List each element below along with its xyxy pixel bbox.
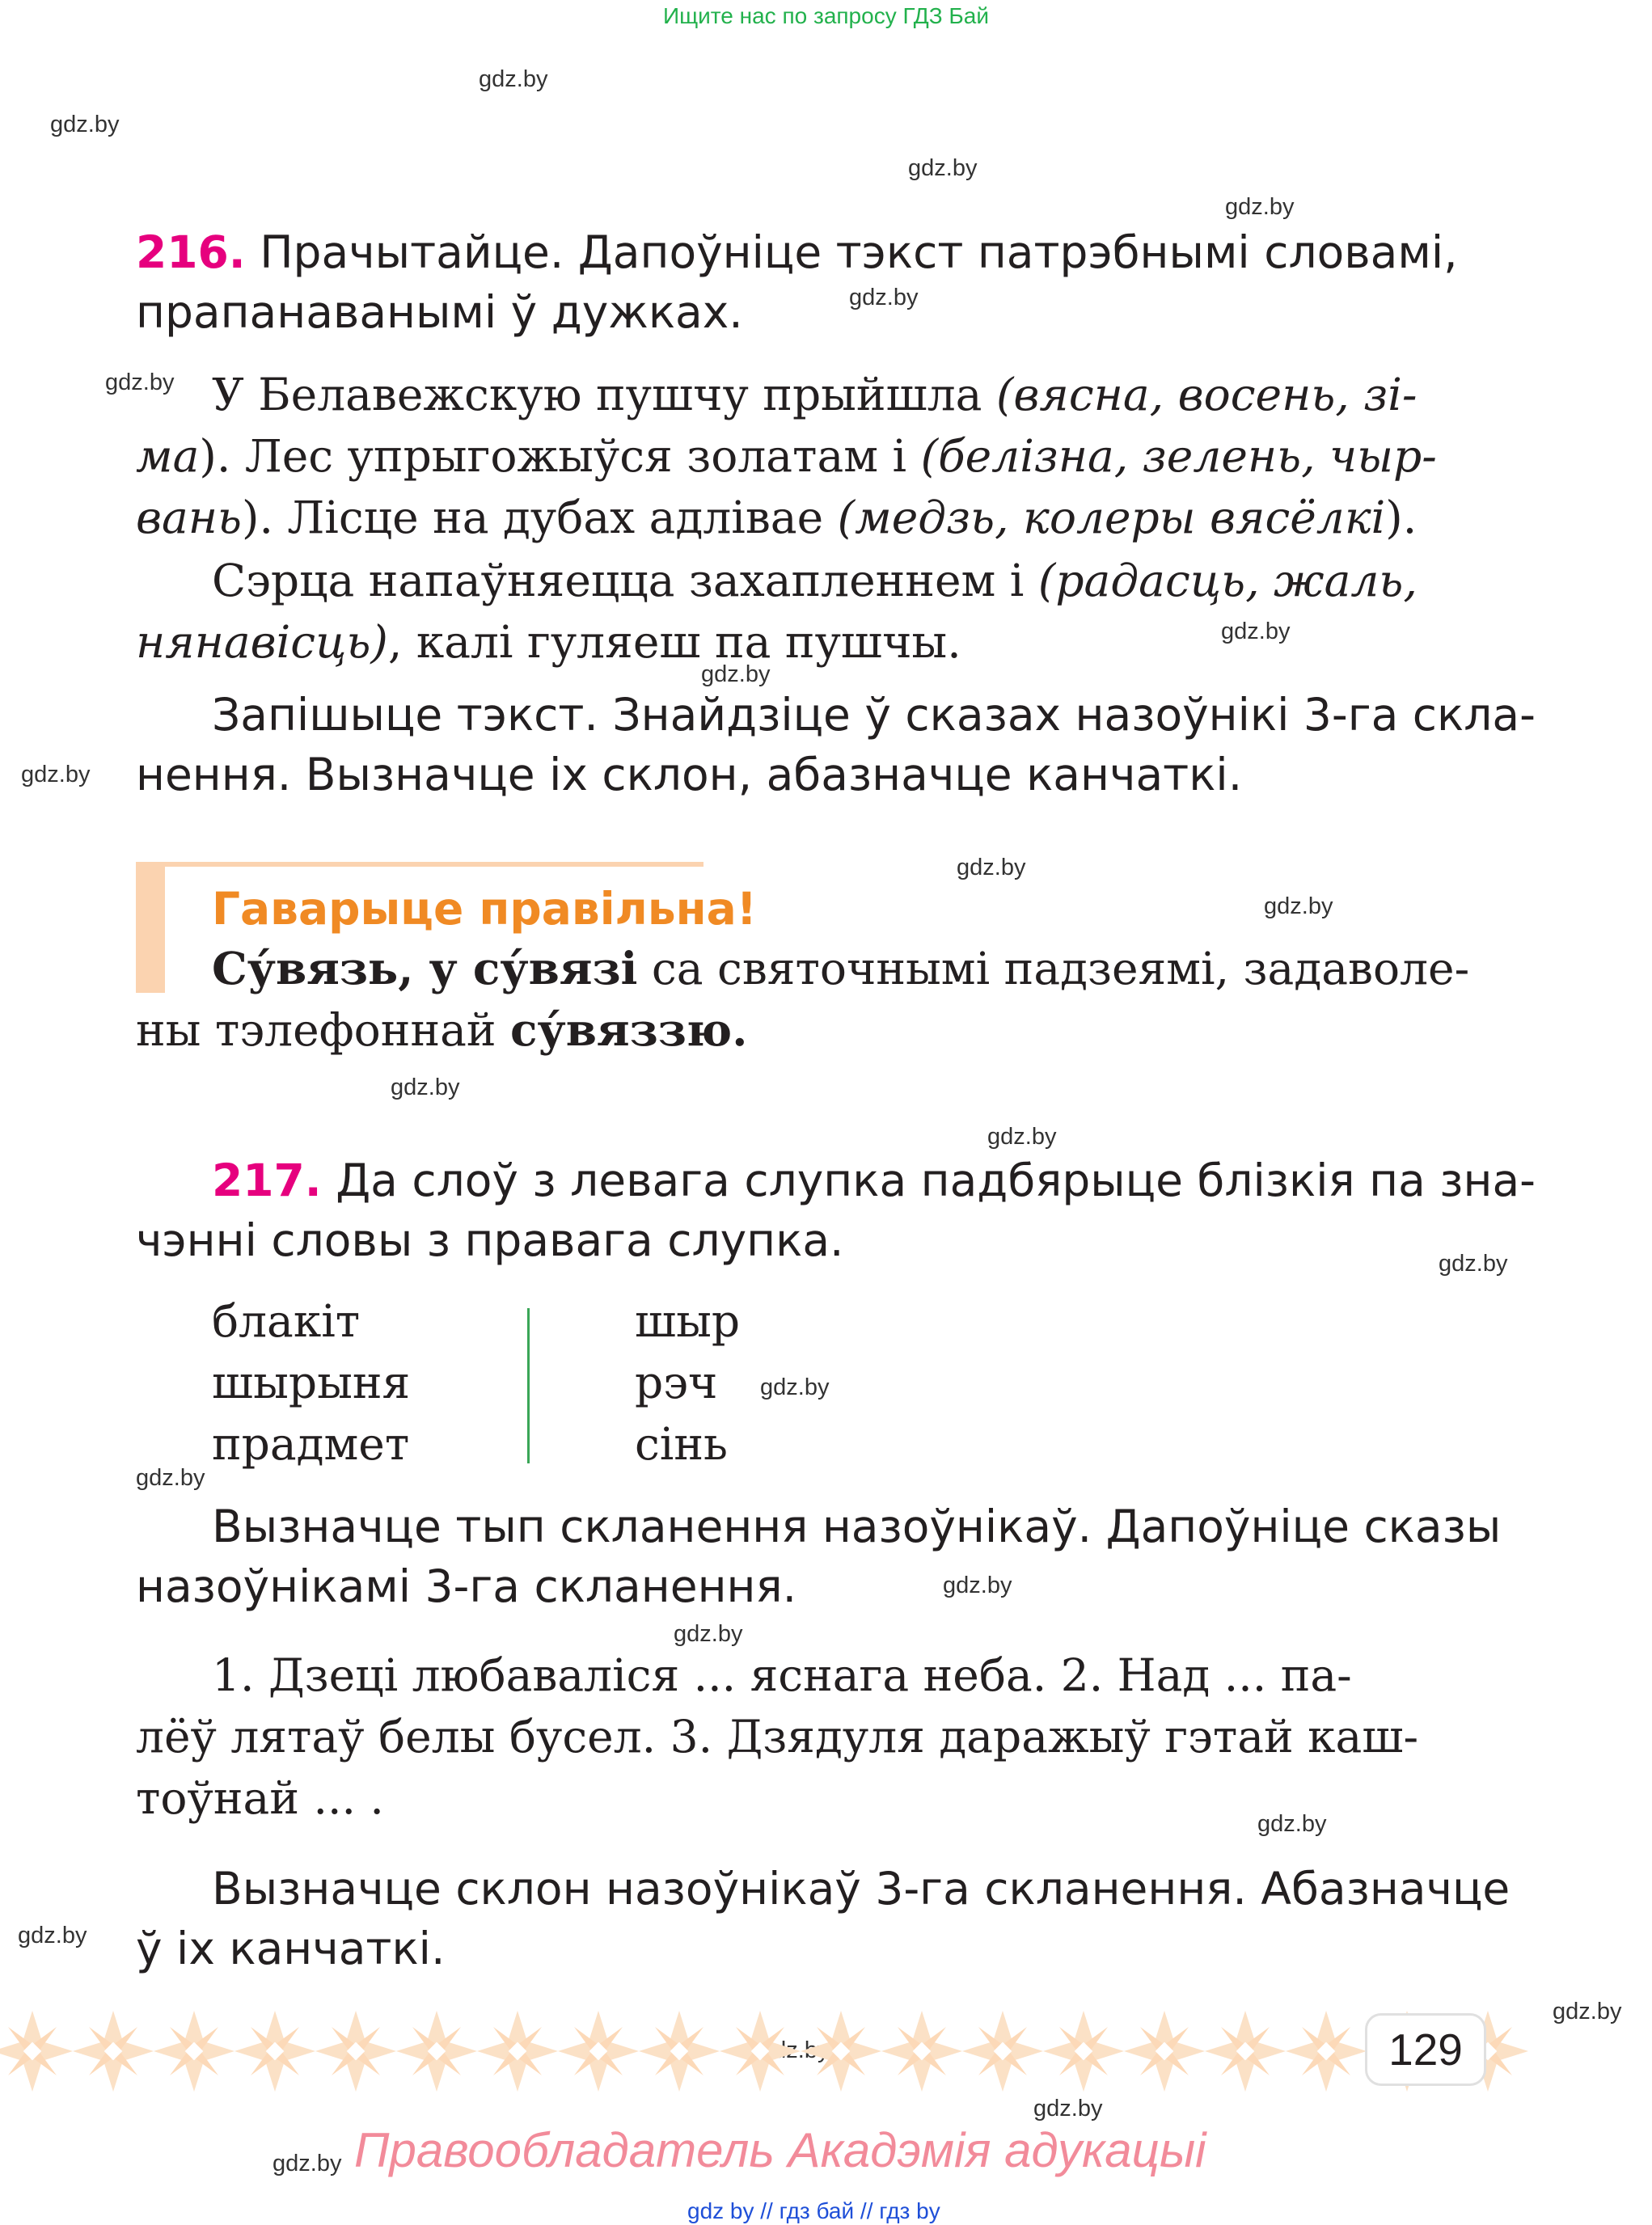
choice-words: вань bbox=[136, 492, 242, 543]
choice-words: ма bbox=[136, 430, 200, 482]
task-text: нення. Вызначце іх склон, абазначце канчаткі. bbox=[136, 749, 1243, 800]
text-fragment: , калі гуляеш па пушчы. bbox=[387, 616, 961, 668]
exercise-number: 217. bbox=[212, 1155, 322, 1206]
column-divider bbox=[527, 1308, 530, 1463]
rule-side-bar bbox=[136, 862, 165, 993]
exercise-217-task-line2 bbox=[136, 1211, 1470, 1269]
rights-holder: Правообладатель Акадэмія адукацыі bbox=[354, 2123, 1206, 2177]
task-text: чэнні словы з правага слупка. bbox=[136, 1214, 844, 1266]
bottom-links-text[interactable]: gdz by // гдз бай // гдз by bbox=[687, 2198, 940, 2223]
exercise-217-task3 bbox=[212, 1860, 1510, 1918]
exercise-number: 216. bbox=[136, 226, 246, 278]
watermark: gdz.by bbox=[849, 285, 919, 310]
sentence-line: лёў лятаў белы бусел. 3. Дзядуля даражыў гэтай каш- bbox=[136, 1711, 1419, 1763]
watermark: gdz.by bbox=[701, 661, 771, 687]
rule-top-line bbox=[136, 862, 703, 867]
left-word: прадмет bbox=[212, 1418, 410, 1470]
exercise-216-task-line2 bbox=[136, 283, 1470, 341]
watermark: gdz.by bbox=[18, 1923, 87, 1948]
watermark: gdz.by bbox=[987, 1124, 1057, 1150]
watermark: gdz.by bbox=[1221, 619, 1291, 644]
page-number: 129 bbox=[1365, 2013, 1486, 2086]
exercise-216-task2 bbox=[212, 686, 1536, 744]
watermark: gdz.by bbox=[391, 1075, 460, 1100]
watermark: gdz.by bbox=[760, 1374, 830, 1400]
watermark: gdz.by bbox=[273, 2151, 342, 2176]
text-fragment: ). Лес упрыгожыўся золатам і bbox=[199, 430, 921, 482]
watermark: gdz.by bbox=[957, 855, 1026, 880]
watermark: gdz.by bbox=[1033, 2096, 1103, 2122]
right-word: рэч bbox=[635, 1357, 718, 1408]
watermark: gdz.by bbox=[908, 155, 978, 181]
sentence-line: 1. Дзеці любаваліся ... яснага неба. 2. Над ... па- bbox=[212, 1649, 1352, 1701]
bottom-links[interactable] bbox=[687, 2199, 940, 2223]
watermark: gdz.by bbox=[1257, 1811, 1327, 1837]
exercise-216-task bbox=[136, 223, 1470, 281]
left-word: блакіт bbox=[212, 1295, 361, 1347]
choice-words: (медзь, колеры вясёлкі bbox=[837, 492, 1386, 543]
watermark: gdz.by bbox=[50, 112, 120, 137]
rule-text bbox=[212, 938, 1470, 999]
exercise-216-task2-line2 bbox=[136, 745, 1470, 804]
exercise-217-task3-line2 bbox=[136, 1919, 1470, 1978]
watermark: gdz.by bbox=[1264, 893, 1333, 919]
rule-fragment: ны тэлефоннай bbox=[136, 1004, 511, 1056]
sentence-line: тоўнай ... . bbox=[136, 1772, 384, 1824]
task-text: назоўнікамі 3-га скланення. bbox=[136, 1560, 797, 1612]
task-text: Вызначце тып скланення назоўнікаў. Дапоўніце сказы bbox=[212, 1501, 1502, 1552]
watermark: gdz.by bbox=[1439, 1251, 1508, 1277]
watermark: gdz.by bbox=[1553, 1999, 1622, 2024]
ornament-band bbox=[0, 2007, 1528, 2096]
task-text: Да слоў з левага слупка падбярыце блізкія па зна- bbox=[336, 1155, 1536, 1206]
exercise-216-text bbox=[212, 364, 1470, 425]
task-text: Вызначце склон назоўнікаў 3-га скланення. Абазначце bbox=[212, 1863, 1510, 1915]
top-banner[interactable]: Ищите нас по запросу ГДЗ Бай bbox=[662, 3, 990, 28]
choice-words: (радасць, жаль, bbox=[1037, 555, 1418, 606]
left-word: шырыня bbox=[212, 1357, 411, 1408]
rule-word: су́вяззю. bbox=[510, 1003, 748, 1056]
task-text: ў іх канчаткі. bbox=[136, 1923, 446, 1974]
text-fragment: ). bbox=[1385, 492, 1418, 543]
exercise-217-sentences-line3 bbox=[136, 1767, 1470, 1829]
watermark: gdz.by bbox=[674, 1621, 743, 1647]
rule-word: Су́вязь, у су́вязі bbox=[212, 942, 638, 994]
watermark: gdz.by bbox=[136, 1465, 205, 1491]
watermark: gdz.by bbox=[21, 762, 91, 787]
text-fragment: ). Лісце на дубах адлівае bbox=[241, 492, 838, 543]
exercise-217-task2 bbox=[212, 1497, 1502, 1556]
text-fragment: Сэрца напаўняецца захапленнем і bbox=[212, 555, 1038, 606]
rule-fragment: са святочнымі падзеямі, задаволе- bbox=[637, 943, 1470, 994]
watermark: gdz.by bbox=[943, 1573, 1012, 1598]
watermark: gdz.by bbox=[1225, 194, 1295, 220]
rule-title: Гаварыце правільна! bbox=[212, 883, 757, 935]
exercise-216-text-line4 bbox=[212, 550, 1470, 611]
task-text: прапанаванымі ў дужках. bbox=[136, 286, 743, 338]
task-text: Запішыце тэкст. Знайдзіце ў сказах назоўнікі 3-га скла- bbox=[212, 689, 1536, 741]
exercise-216-text-line2 bbox=[136, 425, 1470, 487]
text-fragment: У Белавежскую пушчу прыйшла bbox=[212, 369, 996, 420]
exercise-216-text-line3 bbox=[136, 487, 1470, 548]
exercise-217-task2-line2 bbox=[136, 1557, 1470, 1615]
rule-text-line2 bbox=[136, 999, 1470, 1061]
exercise-216-text-line5 bbox=[136, 611, 1470, 673]
watermark: gdz.by bbox=[105, 369, 175, 395]
exercise-217-sentences-line2 bbox=[136, 1706, 1470, 1767]
right-word: сінь bbox=[635, 1418, 728, 1470]
watermark: gdz.by bbox=[479, 66, 548, 92]
choice-words: (белізна, зелень, чыр- bbox=[920, 430, 1437, 482]
task-text: Прачытайце. Дапоўніце тэкст патрэбнымі словамі, bbox=[260, 226, 1458, 278]
exercise-217-task bbox=[212, 1151, 1536, 1210]
exercise-217-sentences bbox=[212, 1644, 1470, 1706]
choice-words: нянавісць) bbox=[136, 616, 388, 668]
choice-words: (вясна, восень, зі- bbox=[995, 369, 1418, 420]
right-word-column bbox=[635, 1290, 740, 1475]
right-word: шыр bbox=[635, 1295, 741, 1347]
left-word-column bbox=[212, 1290, 410, 1475]
